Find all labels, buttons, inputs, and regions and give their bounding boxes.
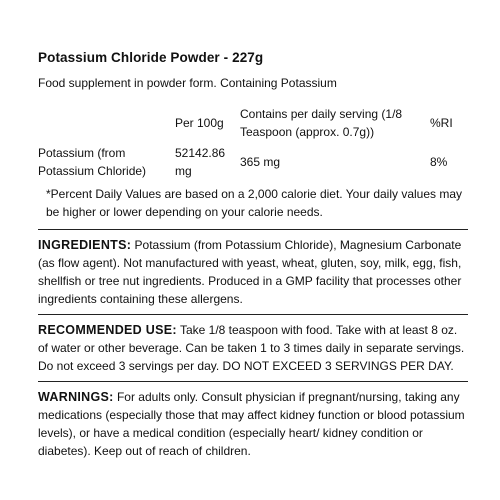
cell-ri: 8% — [430, 155, 448, 169]
recommended-use-label: RECOMMENDED USE: — [38, 323, 177, 337]
cell-per-100g: 52142.86 mg — [175, 146, 226, 178]
product-description: Food supplement in powder form. Containing Potassium — [38, 76, 337, 90]
table-header-row — [38, 103, 468, 143]
warnings-text: For adults only. Consult physician if pregnant/nursing, taking any medications (especially those that may affect kidney function or blood potassium levels), or have a medical condition (especially heart/ kidney condition or diabetes). Keep out of reach of children. — [38, 390, 465, 458]
warnings-section — [38, 388, 468, 460]
header-nutrient — [38, 103, 175, 143]
cell-nutrient: Potassium (from Potassium Chloride) — [38, 146, 147, 178]
divider — [38, 229, 468, 230]
divider — [38, 381, 468, 382]
header-per-100g: Per 100g — [175, 116, 224, 130]
product-title: Potassium Chloride Powder - 227g — [38, 50, 264, 65]
divider — [38, 314, 468, 315]
header-per-serving: Contains per daily serving (1/8 Teaspoon (approx. 0.7g)) — [240, 107, 403, 139]
warnings-label: WARNINGS: — [38, 390, 114, 404]
table-row — [38, 143, 468, 181]
product-label — [38, 50, 468, 466]
cell-per-serving: 365 mg — [240, 155, 281, 169]
daily-values-note: *Percent Daily Values are based on a 2,000 calorie diet. Your daily values may be higher or lower depending on your calorie needs. — [46, 187, 463, 219]
ingredients-label: INGREDIENTS: — [38, 238, 132, 252]
nutrition-table — [38, 103, 468, 181]
header-ri: %RI — [430, 116, 453, 130]
recommended-use-text: Take 1/8 teaspoon with food. Take with at least 8 oz. of water or other beverage. Can be taken 1 to 3 times daily in separate servings. Do not exceed 3 servings per day. DO NOT EXCEED 3 SERVINGS PER DAY. — [38, 323, 465, 373]
ingredients-section — [38, 236, 468, 308]
recommended-use-section — [38, 321, 468, 375]
ingredients-text: Potassium (from Potassium Chloride), Magnesium Carbonate (as flow agent). Not manufactured with yeast, wheat, gluten, soy, milk, egg, fish, shellfish or tree nut ingredients. Produced in a GMP facility that processes other ingredients containing these allergens. — [38, 238, 462, 306]
